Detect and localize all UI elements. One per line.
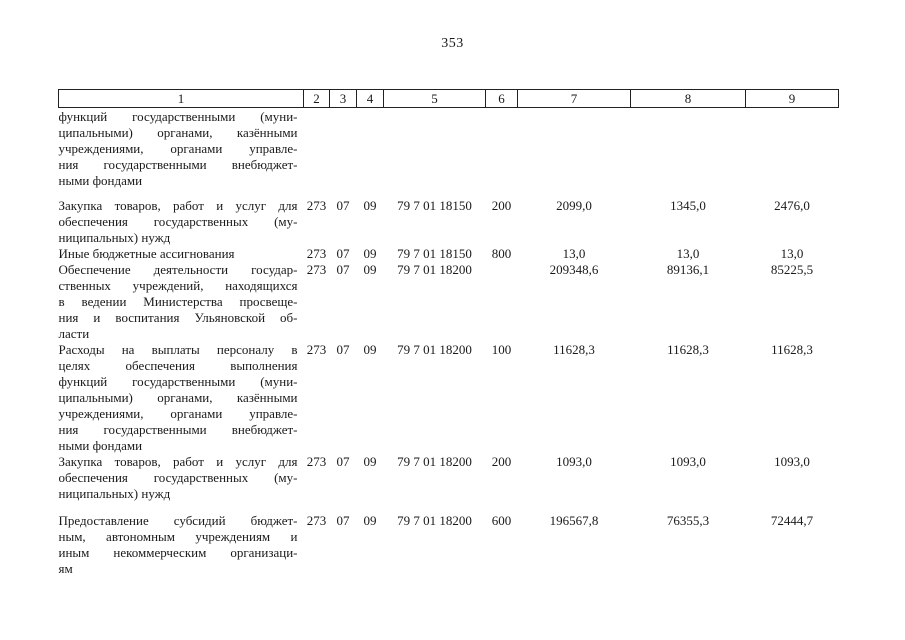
description-line: целях обеспечения выполнения — [58, 358, 298, 373]
row-description — [59, 502, 304, 577]
description-line: ласти — [58, 326, 90, 341]
subsection-code: 09 — [363, 262, 377, 277]
subsection-code: 09 — [363, 246, 377, 261]
row-description — [59, 454, 304, 502]
description-line: Закупка товаров, работ и услуг для — [58, 198, 298, 213]
target-article-code: 79 7 01 18200 — [397, 342, 472, 357]
admin-code: 273 — [306, 513, 327, 528]
amount-year-1: 13,0 — [562, 246, 586, 261]
column-header: 3 — [330, 90, 357, 108]
expense-type-code: 800 — [491, 246, 512, 261]
table-header-row — [59, 90, 839, 108]
table-row — [59, 502, 839, 577]
amount-year-3: 13,0 — [780, 246, 804, 261]
table-row — [59, 246, 839, 262]
section-code: 07 — [336, 246, 350, 261]
description-line: Закупка товаров, работ и услуг для — [58, 454, 298, 469]
table-row — [59, 454, 839, 502]
amount-year-3: 11628,3 — [771, 342, 813, 357]
subsection-code: 09 — [363, 342, 377, 357]
description-line: ципальными) органами, казёнными — [58, 390, 298, 405]
description-line: ными фондами — [58, 173, 143, 188]
table-body — [59, 108, 839, 578]
amount-year-3: 2476,0 — [774, 198, 810, 213]
section-code: 07 — [336, 342, 350, 357]
section-code — [330, 108, 357, 190]
amount-year-2: 1345,0 — [670, 198, 706, 213]
table-row — [59, 342, 839, 454]
description-line: функций государственными (муни- — [58, 109, 298, 124]
row-description — [59, 108, 304, 190]
target-article-code: 79 7 01 18150 — [397, 246, 472, 261]
column-header: 8 — [631, 90, 746, 108]
section-code: 07 — [336, 262, 350, 277]
amount-year-3: 85225,5 — [770, 262, 814, 277]
description-line: ными фондами — [58, 438, 143, 453]
admin-code: 273 — [306, 342, 327, 357]
section-code: 07 — [336, 198, 350, 213]
description-line: обеспечения государственных (му- — [58, 470, 298, 485]
description-line: Предоставление субсидий бюджет- — [58, 513, 298, 528]
section-code: 07 — [336, 454, 350, 469]
amount-year-1: 2099,0 — [556, 198, 592, 213]
column-header: 2 — [304, 90, 330, 108]
table-row — [59, 189, 839, 246]
description-line: ния государственными внебюджет- — [58, 157, 298, 172]
description-line: ственных учреждений, находящихся — [58, 278, 298, 293]
expense-type-code — [486, 108, 518, 190]
description-line: учреждениями, органами управле- — [58, 141, 298, 156]
description-line: Иные бюджетные ассигнования — [58, 246, 235, 261]
section-code: 07 — [336, 513, 350, 528]
target-article-code: 79 7 01 18200 — [397, 262, 472, 277]
description-line: ния государственными внебюджет- — [58, 422, 298, 437]
amount-year-2: 11628,3 — [667, 342, 709, 357]
amount-year-2: 1093,0 — [670, 454, 706, 469]
amount-year-3: 72444,7 — [770, 513, 814, 528]
row-description — [59, 246, 304, 262]
description-line: обеспечения государственных (му- — [58, 214, 298, 229]
expense-type-code: 100 — [491, 342, 512, 357]
description-line: ям — [58, 561, 73, 576]
description-line: в ведении Министерства просвеще- — [58, 294, 298, 309]
description-line: ниципальных) нужд — [58, 486, 171, 501]
target-article-code: 79 7 01 18150 — [397, 198, 472, 213]
amount-year-1: 1093,0 — [556, 454, 592, 469]
description-line: ным, автономным учреждениям и — [58, 529, 298, 544]
target-article-code: 79 7 01 18200 — [397, 513, 472, 528]
amount-year-1: 209348,6 — [549, 262, 599, 277]
subsection-code: 09 — [363, 513, 377, 528]
admin-code: 273 — [306, 454, 327, 469]
expense-type-code: 200 — [491, 454, 512, 469]
column-header: 7 — [518, 90, 631, 108]
column-header: 1 — [59, 90, 304, 108]
description-line: ния и воспитания Ульяновской об- — [58, 310, 298, 325]
description-line: Обеспечение деятельности государ- — [58, 262, 298, 277]
amount-year-3: 1093,0 — [774, 454, 810, 469]
expense-type-code — [486, 262, 518, 342]
budget-table — [58, 89, 839, 577]
admin-code: 273 — [306, 246, 327, 261]
description-line: ниципальных) нужд — [58, 230, 171, 245]
description-line: учреждениями, органами управле- — [58, 406, 298, 421]
row-description — [59, 189, 304, 246]
target-article-code — [384, 108, 486, 190]
description-line: функций государственными (муни- — [58, 374, 298, 389]
expense-type-code: 200 — [491, 198, 512, 213]
admin-code — [304, 108, 330, 190]
amount-year-2: 76355,3 — [666, 513, 710, 528]
amount-year-2: 13,0 — [676, 246, 700, 261]
page-number: 353 — [441, 36, 464, 51]
description-line: иным некоммерческим организаци- — [58, 545, 298, 560]
table-row — [59, 262, 839, 342]
amount-year-1 — [518, 108, 631, 190]
target-article-code: 79 7 01 18200 — [397, 454, 472, 469]
row-description — [59, 262, 304, 342]
column-header: 6 — [486, 90, 518, 108]
amount-year-1: 11628,3 — [553, 342, 595, 357]
expense-type-code: 600 — [491, 513, 512, 528]
amount-year-3 — [746, 108, 839, 190]
subsection-code — [357, 108, 384, 190]
subsection-code: 09 — [363, 198, 377, 213]
description-line: ципальными) органами, казёнными — [58, 125, 298, 140]
amount-year-1: 196567,8 — [549, 513, 599, 528]
column-header: 9 — [746, 90, 839, 108]
admin-code: 273 — [306, 262, 327, 277]
subsection-code: 09 — [363, 454, 377, 469]
description-line: Расходы на выплаты персоналу в — [58, 342, 298, 357]
row-description — [59, 342, 304, 454]
admin-code: 273 — [306, 198, 327, 213]
amount-year-2: 89136,1 — [666, 262, 710, 277]
amount-year-2 — [631, 108, 746, 190]
column-header: 4 — [357, 90, 384, 108]
column-header: 5 — [384, 90, 486, 108]
table-row — [59, 108, 839, 190]
